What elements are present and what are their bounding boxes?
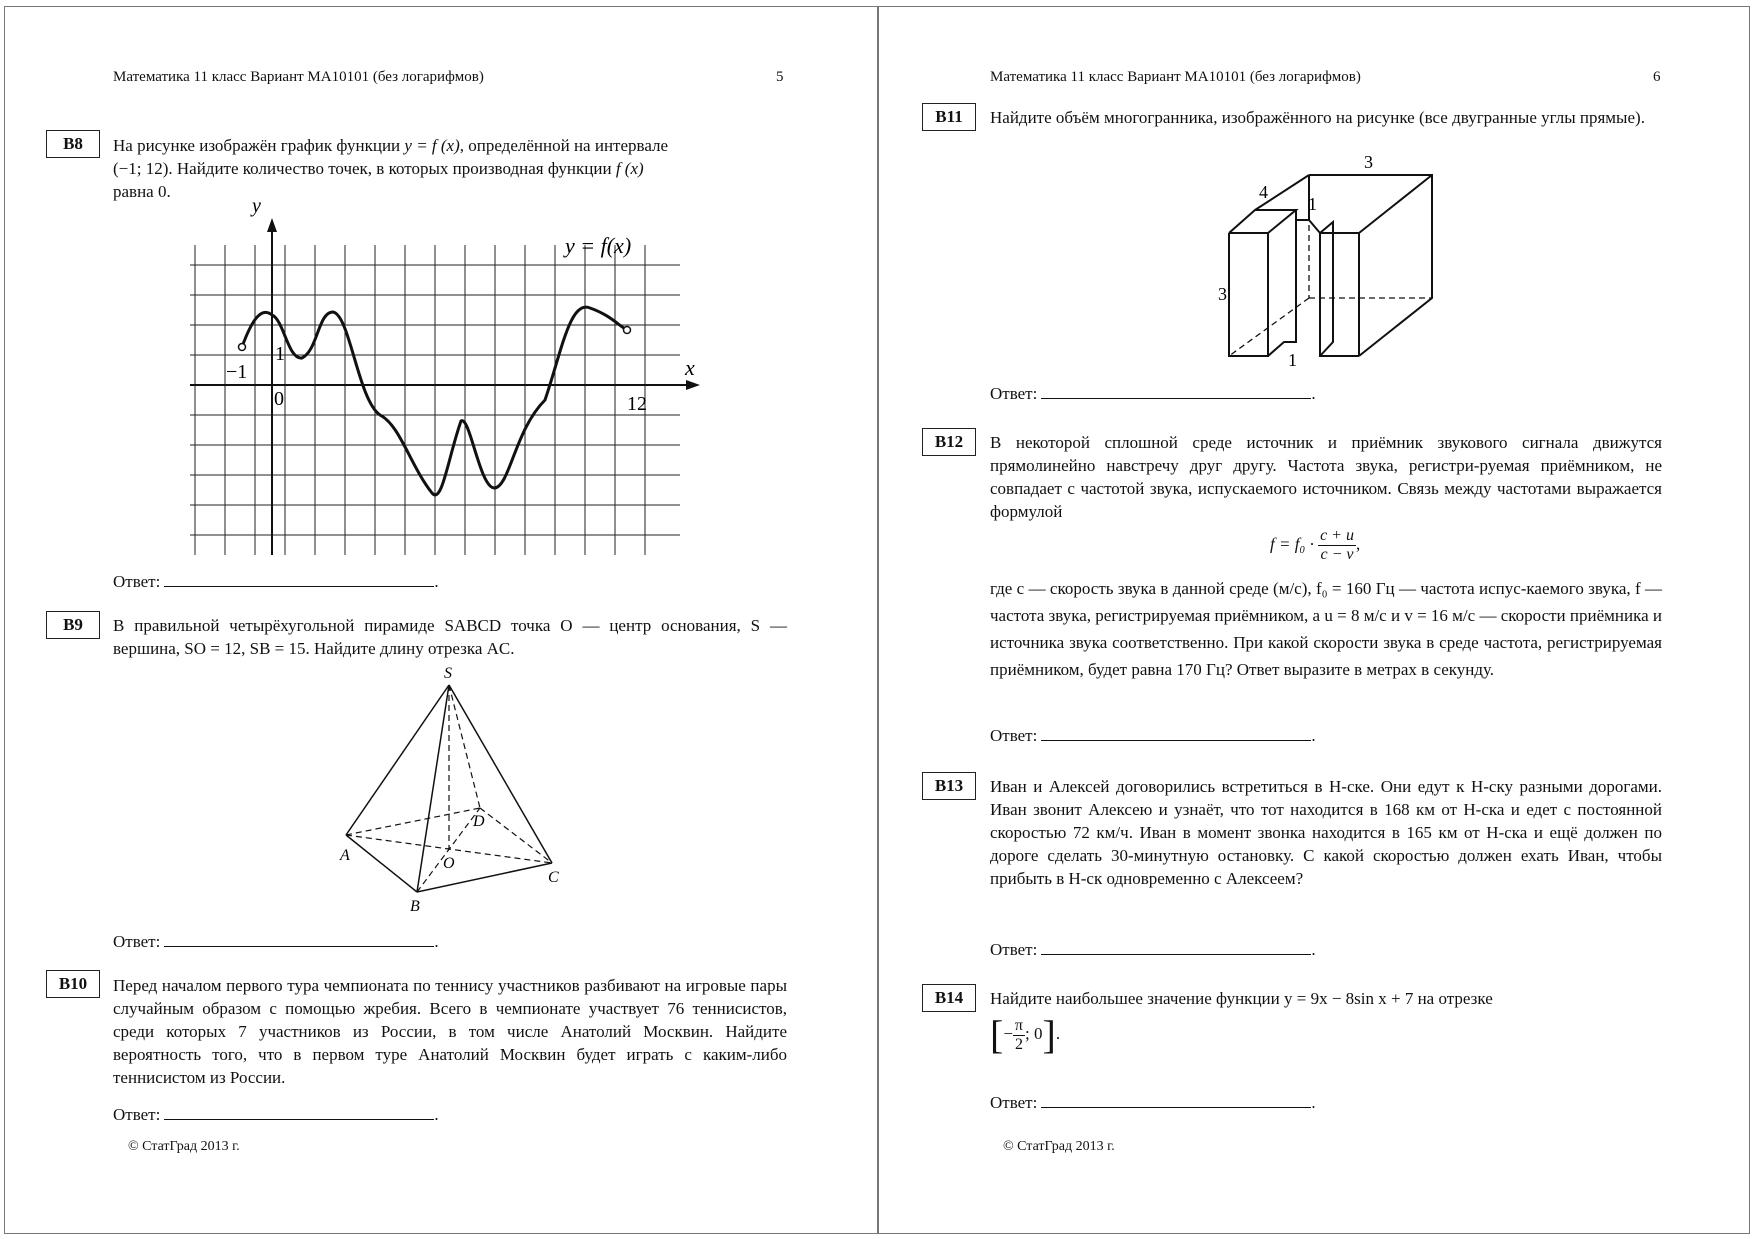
top-right-edge — [1359, 175, 1432, 233]
bracket-left: [ — [990, 1012, 1004, 1057]
task-label-b14: B14 — [922, 984, 976, 1012]
b8-formula: y = f (x) — [404, 136, 460, 155]
polyhedron-figure — [1210, 150, 1440, 370]
answer-label: Ответ: — [990, 384, 1038, 403]
task-label-b9: B9 — [46, 611, 100, 639]
notch-top-right — [1309, 220, 1320, 233]
b14-segment — [990, 1012, 1061, 1057]
function-graph — [190, 195, 710, 555]
edge-dc — [480, 808, 552, 863]
answer-b13: Ответ: . — [990, 940, 1316, 959]
left-block-top — [1229, 210, 1296, 233]
y-axis-arrow — [267, 218, 277, 232]
formula-numerator: c + u — [1320, 527, 1354, 544]
answer-b11: Ответ: . — [990, 384, 1316, 403]
edge-sc — [449, 685, 552, 863]
formula-fraction — [1318, 527, 1356, 564]
answer-input-b12[interactable] — [1041, 726, 1311, 741]
task-b9-text: В правильной четырёхугольной пирамиде SABCD точка O — центр основания, S — вершина, SO = 12, SB = 15. Найдите длину отрезка AC. — [113, 616, 787, 658]
edge-sa — [346, 685, 449, 835]
formula-end: , — [1355, 534, 1361, 554]
answer-b10: Ответ: . — [113, 1105, 439, 1124]
edge-bc — [417, 863, 552, 892]
task-label-b13: B13 — [922, 772, 976, 800]
segment-denominator: 2 — [1014, 1035, 1023, 1053]
task-label-b12: B12 — [922, 428, 976, 456]
left-header-title: Математика 11 класс Вариант МА10101 (без логарифмов) — [113, 69, 484, 85]
b8-formula: f (x) — [615, 159, 644, 178]
b8-text-part: На рисунке изображён график функции — [113, 136, 405, 155]
right-header-page: 6 — [1653, 69, 1661, 85]
grid — [190, 245, 680, 555]
b12-formula — [1270, 527, 1360, 564]
right-footer: © СтатГрад 2013 г. — [1003, 1139, 1115, 1154]
answer-input-b8[interactable] — [164, 572, 434, 587]
answer-input-b13[interactable] — [1041, 940, 1311, 955]
segment-numerator: π — [1014, 1016, 1023, 1034]
answer-input-b14[interactable] — [1041, 1093, 1311, 1108]
segment-minus: − — [1003, 1023, 1013, 1043]
task-b12-text1: В некоторой сплошной среде источник и приёмник звукового сигнала движутся прямолинейно навстречу друг другу. Частота звука, регистри-руемая приёмником, не совпадает с частотой звука, испускаемого источником. Связь между частотами выражается формулой — [990, 433, 1662, 521]
task-label-b8: B8 — [46, 130, 100, 158]
b8-text-part: , определённой на интервале — [459, 136, 669, 155]
point-label-o: O — [443, 855, 455, 872]
function-label: y = f(x) — [565, 233, 632, 258]
formula-denominator: c − v — [1320, 546, 1354, 563]
answer-b14: Ответ: . — [990, 1093, 1316, 1112]
dim-label-notch: 1 — [1308, 194, 1317, 214]
answer-b12: Ответ: . — [990, 726, 1316, 745]
tick-label-1: 1 — [275, 343, 285, 365]
pyramid-figure — [330, 660, 570, 915]
task-label-b10: B10 — [46, 970, 100, 998]
left-block-front — [1229, 233, 1268, 356]
tick-label-12: 12 — [627, 393, 647, 415]
vertex-label-s: S — [444, 665, 452, 682]
back-outline — [1309, 175, 1432, 356]
answer-label: Ответ: — [990, 726, 1038, 745]
segment-dot: . — [1055, 1023, 1061, 1043]
b8-text-part: . Найдите количество точек, в которых производная функции — [168, 159, 616, 178]
vertex-label-c: C — [548, 869, 559, 886]
b8-interval: (−1; 12) — [113, 159, 169, 178]
answer-input-b9[interactable] — [164, 932, 434, 947]
left-footer: © СтатГрад 2013 г. — [128, 1139, 240, 1154]
answer-b9: Ответ: . — [113, 932, 439, 951]
dim-label-height: 3 — [1218, 284, 1227, 304]
x-axis-label: x — [685, 355, 695, 380]
answer-label: Ответ: — [990, 1093, 1038, 1112]
segment-fraction — [1013, 1017, 1025, 1054]
answer-label: Ответ: — [113, 1105, 161, 1124]
task-b10-text: Перед началом первого тура чемпионата по теннису участников разбивают на игровые пары случайным образом с помощью жребия. Всего в чемпионате участвует 76 теннисистов, среди которых 7 участников из России, в том числе Анатолий Москвин. Найдите вероятность того, что в первом туре Анатолий Москвин будет играть с каким-либо теннисистом из России. — [113, 976, 787, 1087]
right-block-front — [1320, 233, 1359, 356]
tick-label-neg1: −1 — [226, 361, 248, 383]
vertex-label-b: B — [410, 898, 420, 915]
dim-label-bottom: 1 — [1288, 350, 1297, 370]
dim-label-top: 3 — [1364, 152, 1373, 172]
tick-label-0: 0 — [274, 388, 284, 410]
open-endpoint-left — [239, 344, 246, 351]
bracket-right: ] — [1042, 1012, 1056, 1057]
task-label-b11: B11 — [922, 103, 976, 131]
answer-input-b11[interactable] — [1041, 384, 1311, 399]
vertex-label-a: A — [340, 847, 350, 864]
notch-bottom-right — [1320, 340, 1333, 356]
y-axis-label: y — [252, 195, 261, 217]
notch-right-wall — [1320, 222, 1333, 340]
vertex-label-d: D — [473, 813, 485, 830]
answer-b8: Ответ: . — [113, 572, 439, 591]
segment-end: ; 0 — [1025, 1023, 1043, 1043]
open-endpoint-right — [624, 327, 631, 334]
answer-label: Ответ: — [113, 572, 161, 591]
task-b12-text2: где c — скорость звука в данной среде (м/с), f₀ = 160 Гц — частота испус-каемого звука, f — частота звука, регистрируемая приёмником, а u = 8 м/с и v = 16 м/с — скорости приёмника и источника звука соответственно. При какой скорости звука в среде частота, регистрируемая приёмником, будет равна 170 Гц? Ответ выразите в метрах в секунду. — [990, 579, 1662, 679]
edge-ad — [346, 808, 480, 835]
b8-text-part: равна 0. — [113, 182, 171, 201]
edge-sd — [449, 685, 480, 808]
task-b14-text: Найдите наибольшее значение функции y = 9x − 8sin x + 7 на отрезке — [990, 989, 1493, 1008]
right-header-title: Математика 11 класс Вариант МА10101 (без логарифмов) — [990, 69, 1361, 85]
task-b13-text: Иван и Алексей договорились встретиться в Н-ске. Они едут к Н-ску разными дорогами. Иван звонит Алексею и узнаёт, что тот находится в 168 км от Н-ска и едет с постоянной скоростью 72 км/ч. Иван в момент звонка находится в 165 км от Н-ска и ещё должен по дороге сделать 30-минутную остановку. С какой скоростью должен ехать Иван, чтобы прибыть в Н-ск одновременно с Алексеем? — [990, 777, 1662, 888]
task-b11-text: Найдите объём многогранника, изображённого на рисунке (все двугранные углы прямые). — [990, 108, 1645, 127]
left-header-page: 5 — [776, 69, 784, 85]
answer-label: Ответ: — [113, 932, 161, 951]
formula-left: f = f₀ · — [1270, 534, 1314, 554]
dim-label-depth: 4 — [1259, 182, 1268, 202]
task-b8-text — [113, 134, 787, 203]
answer-label: Ответ: — [990, 940, 1038, 959]
x-axis-arrow — [686, 380, 700, 390]
answer-input-b10[interactable] — [164, 1105, 434, 1120]
